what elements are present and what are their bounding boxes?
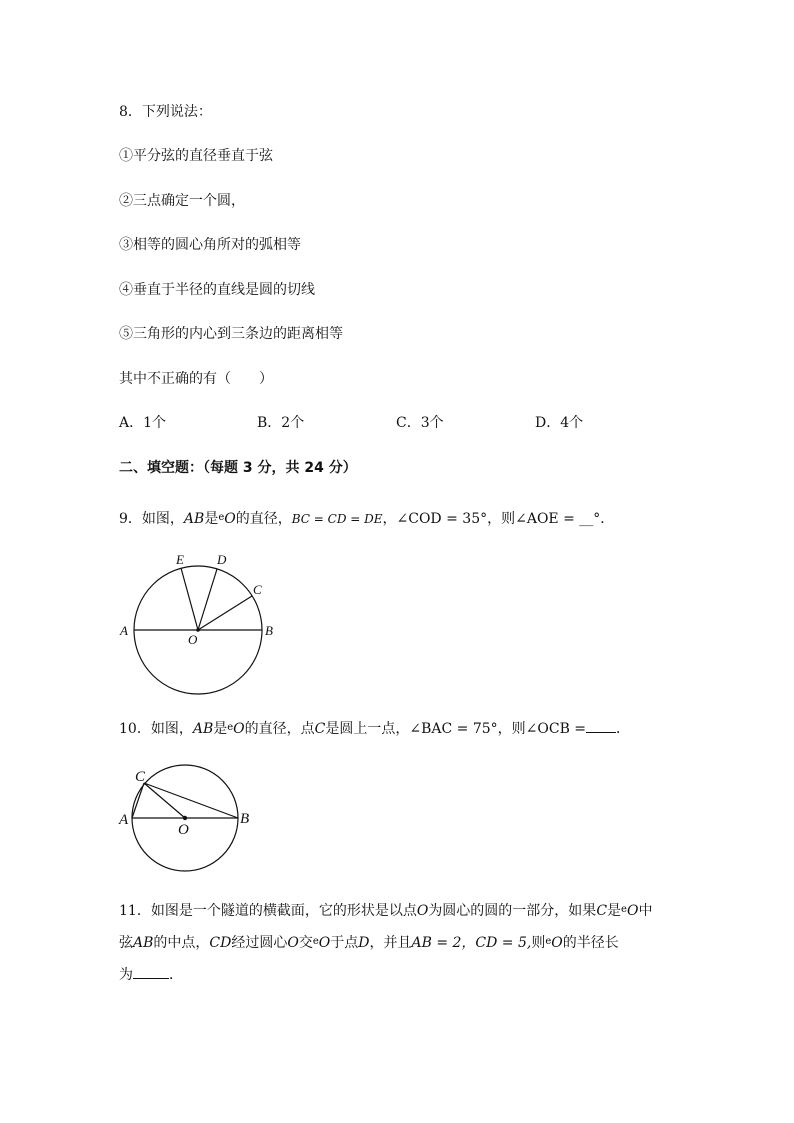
q8-statement-1: ①平分弦的直径垂直于弦 [119, 148, 273, 164]
q9-label-o: O [188, 632, 198, 647]
q9-label-b: B [265, 623, 273, 638]
q11-text-1d: 中 [638, 903, 653, 919]
q9-o: O [224, 511, 236, 527]
q11-given: AB = 2，CD = 5, [411, 935, 532, 951]
q9-label-c: C [253, 582, 262, 597]
q8-option-a[interactable]: A．1个 [119, 415, 167, 431]
q11-line-3 [119, 964, 183, 985]
q11-text-2e: 于点 [330, 935, 359, 951]
q11-o-5: O [551, 935, 563, 951]
q11-text-2a: 弦 [119, 935, 133, 951]
q10-ab: AB [192, 721, 214, 737]
q9-ab: AB [183, 511, 205, 527]
q10-answer-blank[interactable] [586, 718, 616, 733]
q10-label-b: B [240, 811, 250, 827]
q9-is: 是 [204, 511, 219, 527]
section-title-fill-blank: 二、填空题：（每题 3 分，共 24 分） [119, 460, 357, 476]
q10-end: ． [616, 721, 631, 737]
q9-label-d: D [217, 552, 227, 567]
q11-answer-blank[interactable] [133, 964, 169, 979]
q10-figure [118, 762, 258, 876]
q11-text-1b: 为圆心的圆的一部分，如果 [428, 903, 597, 919]
q11-text-3b: ． [169, 967, 183, 983]
q9-circle-symbol: e [218, 512, 225, 523]
q8-option-b[interactable]: B．2个 [257, 415, 305, 431]
q8-intro: 8．下列说法： [119, 104, 212, 120]
q10-c: C [314, 721, 326, 737]
q11-text-1a: 11．如图是一个隧道的横截面，它的形状是以点 [119, 903, 417, 919]
q11-circle-symbol-1: e [621, 904, 627, 915]
q11-c: C [596, 903, 608, 919]
q9-label-e: E [176, 552, 184, 567]
q11-text-2h: 则 [531, 935, 546, 951]
q11-line-2 [119, 932, 619, 953]
q10-circle-symbol: e [227, 722, 234, 733]
q8-option-d[interactable]: D．4个 [535, 415, 584, 431]
q11-text-1c: 是 [607, 903, 622, 919]
q9-arcs: BC = CD = DE [291, 512, 383, 526]
q11-text-2f: ，并且 [369, 935, 412, 951]
q10-label-c: C [135, 769, 146, 785]
q8-statement-5: ⑤三角形的内心到三条边的距离相等 [119, 326, 343, 342]
q8-question: 其中不正确的有（ ） [119, 371, 273, 387]
q11-text-2d: 交 [298, 935, 313, 951]
q11-circle-symbol-2: e [312, 936, 319, 947]
q11-text-2i: 的半径长 [562, 935, 619, 951]
q11-o-2: O [626, 903, 639, 919]
q9-figure [118, 548, 288, 700]
q11-d: D [358, 935, 370, 951]
q11-o-4: O [318, 935, 331, 951]
q10-is: 是 [213, 721, 228, 737]
q11-o-3: O [287, 935, 299, 951]
q10-num: 10．如图， [119, 721, 193, 737]
q11-text-3a: 为 [119, 967, 133, 983]
q9-label-a: A [120, 623, 128, 638]
q9-diameter: 的直径， [235, 511, 292, 527]
q11-text-2c: 经过圆心 [231, 935, 288, 951]
q8-option-c[interactable]: C．3个 [396, 415, 444, 431]
q8-statement-3: ③相等的圆心角所对的弧相等 [119, 237, 301, 253]
q10-label-o: O [178, 822, 189, 838]
q10-o: O [233, 721, 245, 737]
q11-o: O [416, 903, 429, 919]
q9-text [119, 508, 614, 529]
q10-text [119, 718, 630, 739]
q9-angle: ，∠COD = 35°，则∠AOE = __°． [382, 511, 615, 527]
q8-statement-4: ④垂直于半径的直线是圆的切线 [119, 282, 315, 298]
q8-statement-2: ②三点确定一个圆， [119, 193, 245, 209]
q11-circle-symbol-3: e [545, 936, 552, 947]
q11-line-1 [119, 900, 652, 921]
q11-ab: AB [133, 935, 154, 951]
q9-num: 9．如图， [119, 511, 184, 527]
q10-label-a: A [119, 812, 129, 828]
q11-text-2b: 的中点， [153, 935, 210, 951]
q10-diameter: 的直径，点 [244, 721, 315, 737]
q11-cd: CD [209, 935, 232, 951]
q10-on-circle: 是圆上一点，∠BAC = 75°，则∠OCB = [325, 721, 587, 737]
